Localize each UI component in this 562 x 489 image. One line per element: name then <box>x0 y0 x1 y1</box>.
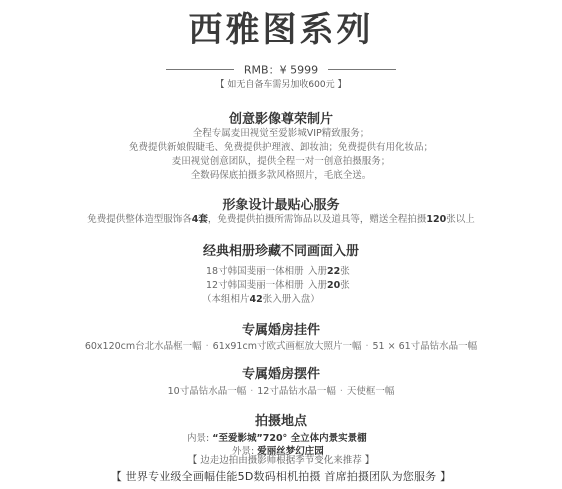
ornament-item-1: 10寸晶钻水晶一幅 <box>167 386 247 397</box>
hanging-item-1: 60x120cm台北水晶框一幅 <box>84 341 202 352</box>
album-row-18-count <box>308 263 350 277</box>
section-title-location: 拍摄地点 <box>254 414 307 429</box>
location-outdoor-value: 爱丽丝梦幻庄园 <box>257 446 324 457</box>
location-indoor <box>187 430 367 444</box>
ornament-item-3: 天使框一幅 <box>346 386 395 397</box>
album-row-12-suffix: 张 <box>340 280 350 291</box>
styling-text-a: 免费提供整体造型服饰各 <box>87 214 192 225</box>
section-title-album: 经典相册珍藏不同画面入册 <box>202 244 359 259</box>
hanging-sep-1: · <box>205 341 209 352</box>
album-row-12-size: 12寸韩国斐丽一体相册 <box>206 280 304 291</box>
footer-banner: 【 世界专业级全画幅佳能5D数码相机拍摄 首席拍摄团队为您服务 】 <box>110 470 452 483</box>
album-total-c: 张入册入盘） <box>262 294 320 305</box>
location-indoor-value: “至爱影城”720° 全立体内景实景棚 <box>212 433 367 444</box>
price-text: RMB：¥ 5999 <box>243 63 319 77</box>
creative-line-2: 免费提供新娘假睫毛、免费提供护理液、卸妆油；免费提供有用化妆品； <box>128 142 433 153</box>
album-row-18-prefix: 入册 <box>308 266 328 277</box>
location-indoor-label: 内景: <box>187 433 210 444</box>
location-note: 【 边走边拍由摄影师根据季节变化来推荐 】 <box>187 455 375 466</box>
styling-outfit-count: 4套 <box>191 214 208 225</box>
hanging-item-2: 61x91cm寸欧式画框放大照片一幅 <box>212 341 362 352</box>
album-row-12-count <box>308 277 350 291</box>
ornament-items <box>0 383 562 397</box>
styling-photo-count: 120 <box>426 214 447 225</box>
section-title-creative: 创意影像尊荣制片 <box>228 112 333 127</box>
hanging-items <box>0 338 562 352</box>
album-row-18 <box>206 263 350 277</box>
album-total <box>202 291 320 305</box>
styling-text-e: 张以上 <box>446 214 475 225</box>
location-outdoor-label: 外景: <box>232 446 255 457</box>
creative-line-1: 全程专属麦田视觉至爱影城VIP精致服务； <box>192 128 370 139</box>
album-total-count: 42 <box>249 294 263 305</box>
section-title-hanging: 专属婚房挂件 <box>241 323 320 338</box>
divider-right <box>328 69 396 70</box>
divider-left <box>166 69 234 70</box>
styling-text-c: ，免费提供拍摄所需饰品以及道具等，赠送全程拍摄 <box>207 214 427 225</box>
album-total-a: （本组相片 <box>202 294 250 305</box>
ornament-item-2: 12寸晶钻水晶一幅 <box>257 386 336 397</box>
album-row-12 <box>206 277 350 291</box>
album-row-18-suffix: 张 <box>340 266 350 277</box>
album-row-18-size: 18寸韩国斐丽一体相册 <box>206 266 304 277</box>
package-title: 西雅图系列 <box>188 10 374 50</box>
creative-line-3: 麦田视觉创意团队，提供全程一对一创意拍摄服务； <box>171 156 391 167</box>
price-row <box>0 59 562 75</box>
album-row-12-number: 20 <box>327 280 341 291</box>
section-title-ornament: 专属婚房摆件 <box>241 367 320 382</box>
album-row-12-prefix: 入册 <box>308 280 328 291</box>
ornament-sep-1: · <box>250 386 254 397</box>
ornament-sep-2: · <box>339 386 343 397</box>
hanging-item-3: 51 × 61寸晶钻水晶一幅 <box>372 341 478 352</box>
price-note: 【 如无自备车需另加收600元 】 <box>215 80 347 90</box>
album-row-18-number: 22 <box>327 266 341 277</box>
hanging-sep-2: · <box>365 341 369 352</box>
section-title-styling: 形象设计最贴心服务 <box>222 198 340 213</box>
creative-line-4: 全数码保底拍摄多款风格照片，毛底全送。 <box>190 170 372 181</box>
styling-line <box>0 213 562 228</box>
